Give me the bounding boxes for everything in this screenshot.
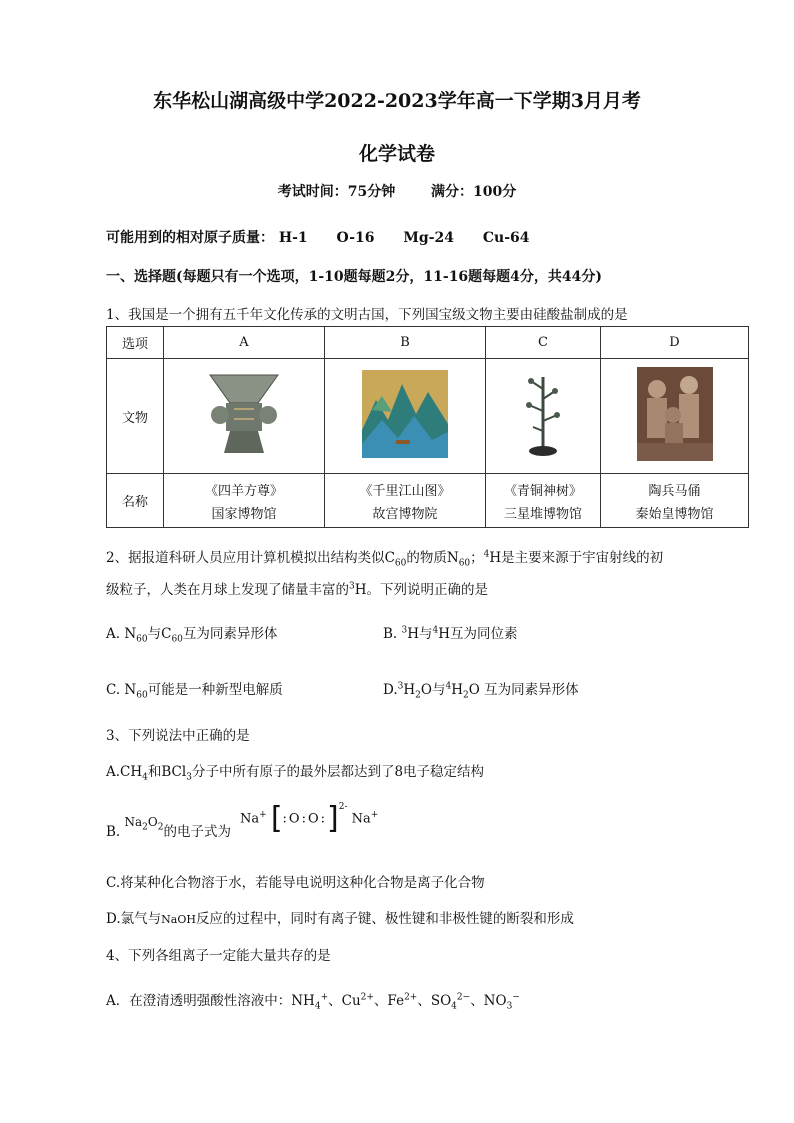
q2-d-text1: D.	[383, 682, 398, 698]
relic-name-a: 《四羊方尊》	[204, 483, 283, 499]
page-title: 东华松山湖高级中学2022-2023学年高一下学期3月月考	[153, 90, 641, 112]
q3-d-naoh: NaOH	[161, 913, 196, 926]
atomic-mass-line	[106, 227, 530, 247]
q2-a-sub1: 60	[136, 634, 148, 645]
q2-option-b	[383, 622, 518, 642]
q2-option-d	[383, 678, 579, 701]
q2-text-e: 级粒子，人类在月球上发现了储量丰富的	[106, 582, 349, 598]
q4-a-text1: A．在澄清透明强酸性溶液中：NH	[106, 993, 315, 1009]
option-header-d: D	[601, 327, 749, 359]
q2-option-c	[106, 678, 283, 701]
relic-museum-b: 故宫博物院	[372, 506, 438, 522]
q4-a-so: 、SO	[417, 993, 452, 1009]
q4-a-cu: 、Cu	[328, 993, 361, 1009]
q2-d-text3: O与	[420, 682, 446, 698]
atomic-mass-o: O-16	[336, 230, 375, 246]
q2-text-f: H。下列说明正确的是	[354, 582, 489, 598]
relic-image-a	[164, 359, 325, 474]
row-label-option: 选项	[107, 327, 164, 359]
q3-option-d	[106, 907, 574, 927]
q3-b-o-sub: 2	[157, 822, 164, 833]
q3-b-o: O	[147, 815, 158, 829]
q2-a-text3: 互为同素异形体	[182, 626, 278, 642]
full-score: 满分：100分	[431, 184, 517, 200]
q3-d-text2: 反应的过程中，同时有离子键、极性键和非极性键的断裂和形成	[195, 911, 574, 927]
option-header-c: C	[486, 327, 601, 359]
terracotta-warriors-image	[637, 367, 713, 461]
relics-table	[106, 326, 749, 528]
q4-a-fe: 、Fe	[373, 993, 405, 1009]
option-header-b: B	[325, 327, 486, 359]
exam-time: 考试时间：75分钟	[277, 184, 396, 200]
q3-b-text1: B.	[106, 824, 121, 840]
relic-museum-c: 三星堆博物馆	[503, 506, 582, 522]
q3-b-na-sub: 2	[142, 822, 148, 833]
q2-b-text2: H与	[407, 626, 433, 642]
q2-h3-sup: 3	[349, 581, 355, 592]
q4-option-a	[106, 989, 520, 1012]
q3-a-sub1: 4	[142, 772, 148, 783]
q2-c-text1: C. N	[106, 682, 137, 698]
q2-a-sub2: 60	[171, 634, 183, 645]
ef-na-right: Na	[351, 811, 371, 827]
page-subtitle: 化学试卷	[358, 143, 435, 165]
q2-b-text3: H互为同位素	[438, 626, 518, 642]
q2-b-sup2: 4	[432, 625, 439, 636]
ef-bracket-left: [	[270, 801, 283, 836]
q3-b-text2: 的电子式为	[163, 824, 231, 840]
ef-oxygen-atoms: :O:O:	[282, 811, 328, 827]
q1-stem: 1、我国是一个拥有五千年文化传承的文明古国，下列国宝级文物主要由硅酸盐制成的是	[106, 307, 628, 323]
q4-a-so-sub: 4	[451, 1001, 457, 1012]
ef-na-left: Na	[240, 811, 260, 827]
ef-na-right-charge: +	[370, 810, 379, 821]
q2-d-sup2: 4	[445, 681, 452, 692]
q3-a-sub2: 3	[186, 772, 192, 783]
q4-a-no-sub: 3	[506, 1001, 513, 1012]
q2-a-text1: A. N	[106, 626, 137, 642]
q4-a-no: 、NO	[470, 993, 507, 1009]
q2-b-sup1: 3	[401, 625, 408, 636]
q2-stem-line1	[106, 546, 663, 569]
relic-image-c	[486, 359, 601, 474]
q4-a-so-sup: 2−	[456, 992, 471, 1003]
q2-text-c: ；	[470, 550, 484, 566]
row-label-name: 名称	[107, 474, 164, 528]
q3-stem: 3、下列说法中正确的是	[106, 728, 250, 744]
relic-name-cell-c	[486, 474, 601, 528]
q2-text-a: 2、据报道科研人员应用计算机模拟出结构类似C	[106, 550, 395, 566]
q3-b-na: Na	[124, 815, 143, 829]
q2-d-text5: O 互为同素异形体	[468, 682, 579, 698]
q2-a-text2: 与C	[147, 626, 172, 642]
relic-name-d: 陶兵马俑	[648, 483, 701, 499]
q2-c60-sub: 60	[394, 558, 407, 569]
q3-b-formula	[124, 815, 164, 833]
relic-name-cell-d	[601, 474, 749, 528]
q2-d-text2: H	[403, 682, 416, 698]
q2-c-sub1: 60	[136, 690, 148, 701]
q4-a-nh-sup: +	[320, 992, 329, 1003]
bronze-tree-image	[523, 369, 563, 459]
q2-stem-line2	[106, 578, 488, 598]
q2-d-text4: H	[451, 682, 463, 698]
q3-option-b	[106, 815, 231, 842]
relic-name-c: 《青铜神树》	[503, 483, 582, 499]
bronze-zun-image	[204, 369, 284, 459]
landscape-painting-image	[362, 370, 448, 458]
atomic-mass-mg: Mg-24	[403, 230, 455, 246]
q3-option-c: C.将某种化合物溶于水，若能导电说明这种化合物是离子化合物	[106, 875, 485, 891]
q2-option-a	[106, 622, 277, 645]
q3-a-text1: A.CH	[106, 764, 143, 780]
atomic-mass-cu: Cu-64	[482, 230, 530, 246]
q2-text-b: 的物质N	[406, 550, 459, 566]
q2-d-sub2: 2	[462, 690, 469, 701]
q2-b-text1: B.	[383, 626, 402, 642]
q4-stem: 4、下列各组离子一定能大量共存的是	[106, 948, 331, 964]
q3-a-text3: 分子中所有原子的最外层都达到了8电子稳定结构	[191, 764, 485, 780]
exam-info	[0, 181, 794, 201]
relic-museum-a: 国家博物馆	[211, 506, 277, 522]
relic-name-cell-a	[164, 474, 325, 528]
ef-na-left-charge: +	[259, 810, 267, 821]
q3-option-a	[106, 760, 484, 783]
q4-a-fe-sup: 2+	[404, 992, 418, 1003]
relic-image-d	[601, 359, 749, 474]
option-header-a: A	[164, 327, 325, 359]
relic-name-cell-b	[325, 474, 486, 528]
q4-a-nh-sub: 4	[314, 1001, 321, 1012]
q2-d-sup1: 3	[397, 681, 404, 692]
ef-bracket-right: ]	[327, 801, 339, 836]
ef-charge: 2-	[338, 802, 348, 813]
q3-d-text1: D.氯气与	[106, 911, 162, 927]
q2-text-d: H是主要来源于宇宙射线的初	[489, 550, 664, 566]
atomic-mass-label: 可能用到的相对原子质量：	[106, 230, 274, 246]
relic-museum-d: 秦始皇博物馆	[635, 506, 714, 522]
q2-d-sub1: 2	[415, 690, 421, 701]
section-heading: 一、选择题(每题只有一个选项，1-10题每题2分，11-16题每题4分，共44分)	[106, 269, 603, 285]
atomic-mass-h: H-1	[278, 230, 308, 246]
electron-formula	[240, 801, 379, 836]
q2-c-text2: 可能是一种新型电解质	[147, 682, 283, 698]
q3-a-text2: 和BCl	[147, 764, 187, 780]
relic-name-b: 《千里江山图》	[359, 483, 451, 499]
relic-image-b	[325, 359, 486, 474]
row-label-relic: 文物	[107, 359, 164, 474]
q2-h4-sup: 4	[483, 549, 490, 560]
q4-a-cu-sup: 2+	[360, 992, 374, 1003]
q4-a-no-sup: −	[512, 992, 520, 1003]
q2-n60-sub: 60	[458, 558, 471, 569]
